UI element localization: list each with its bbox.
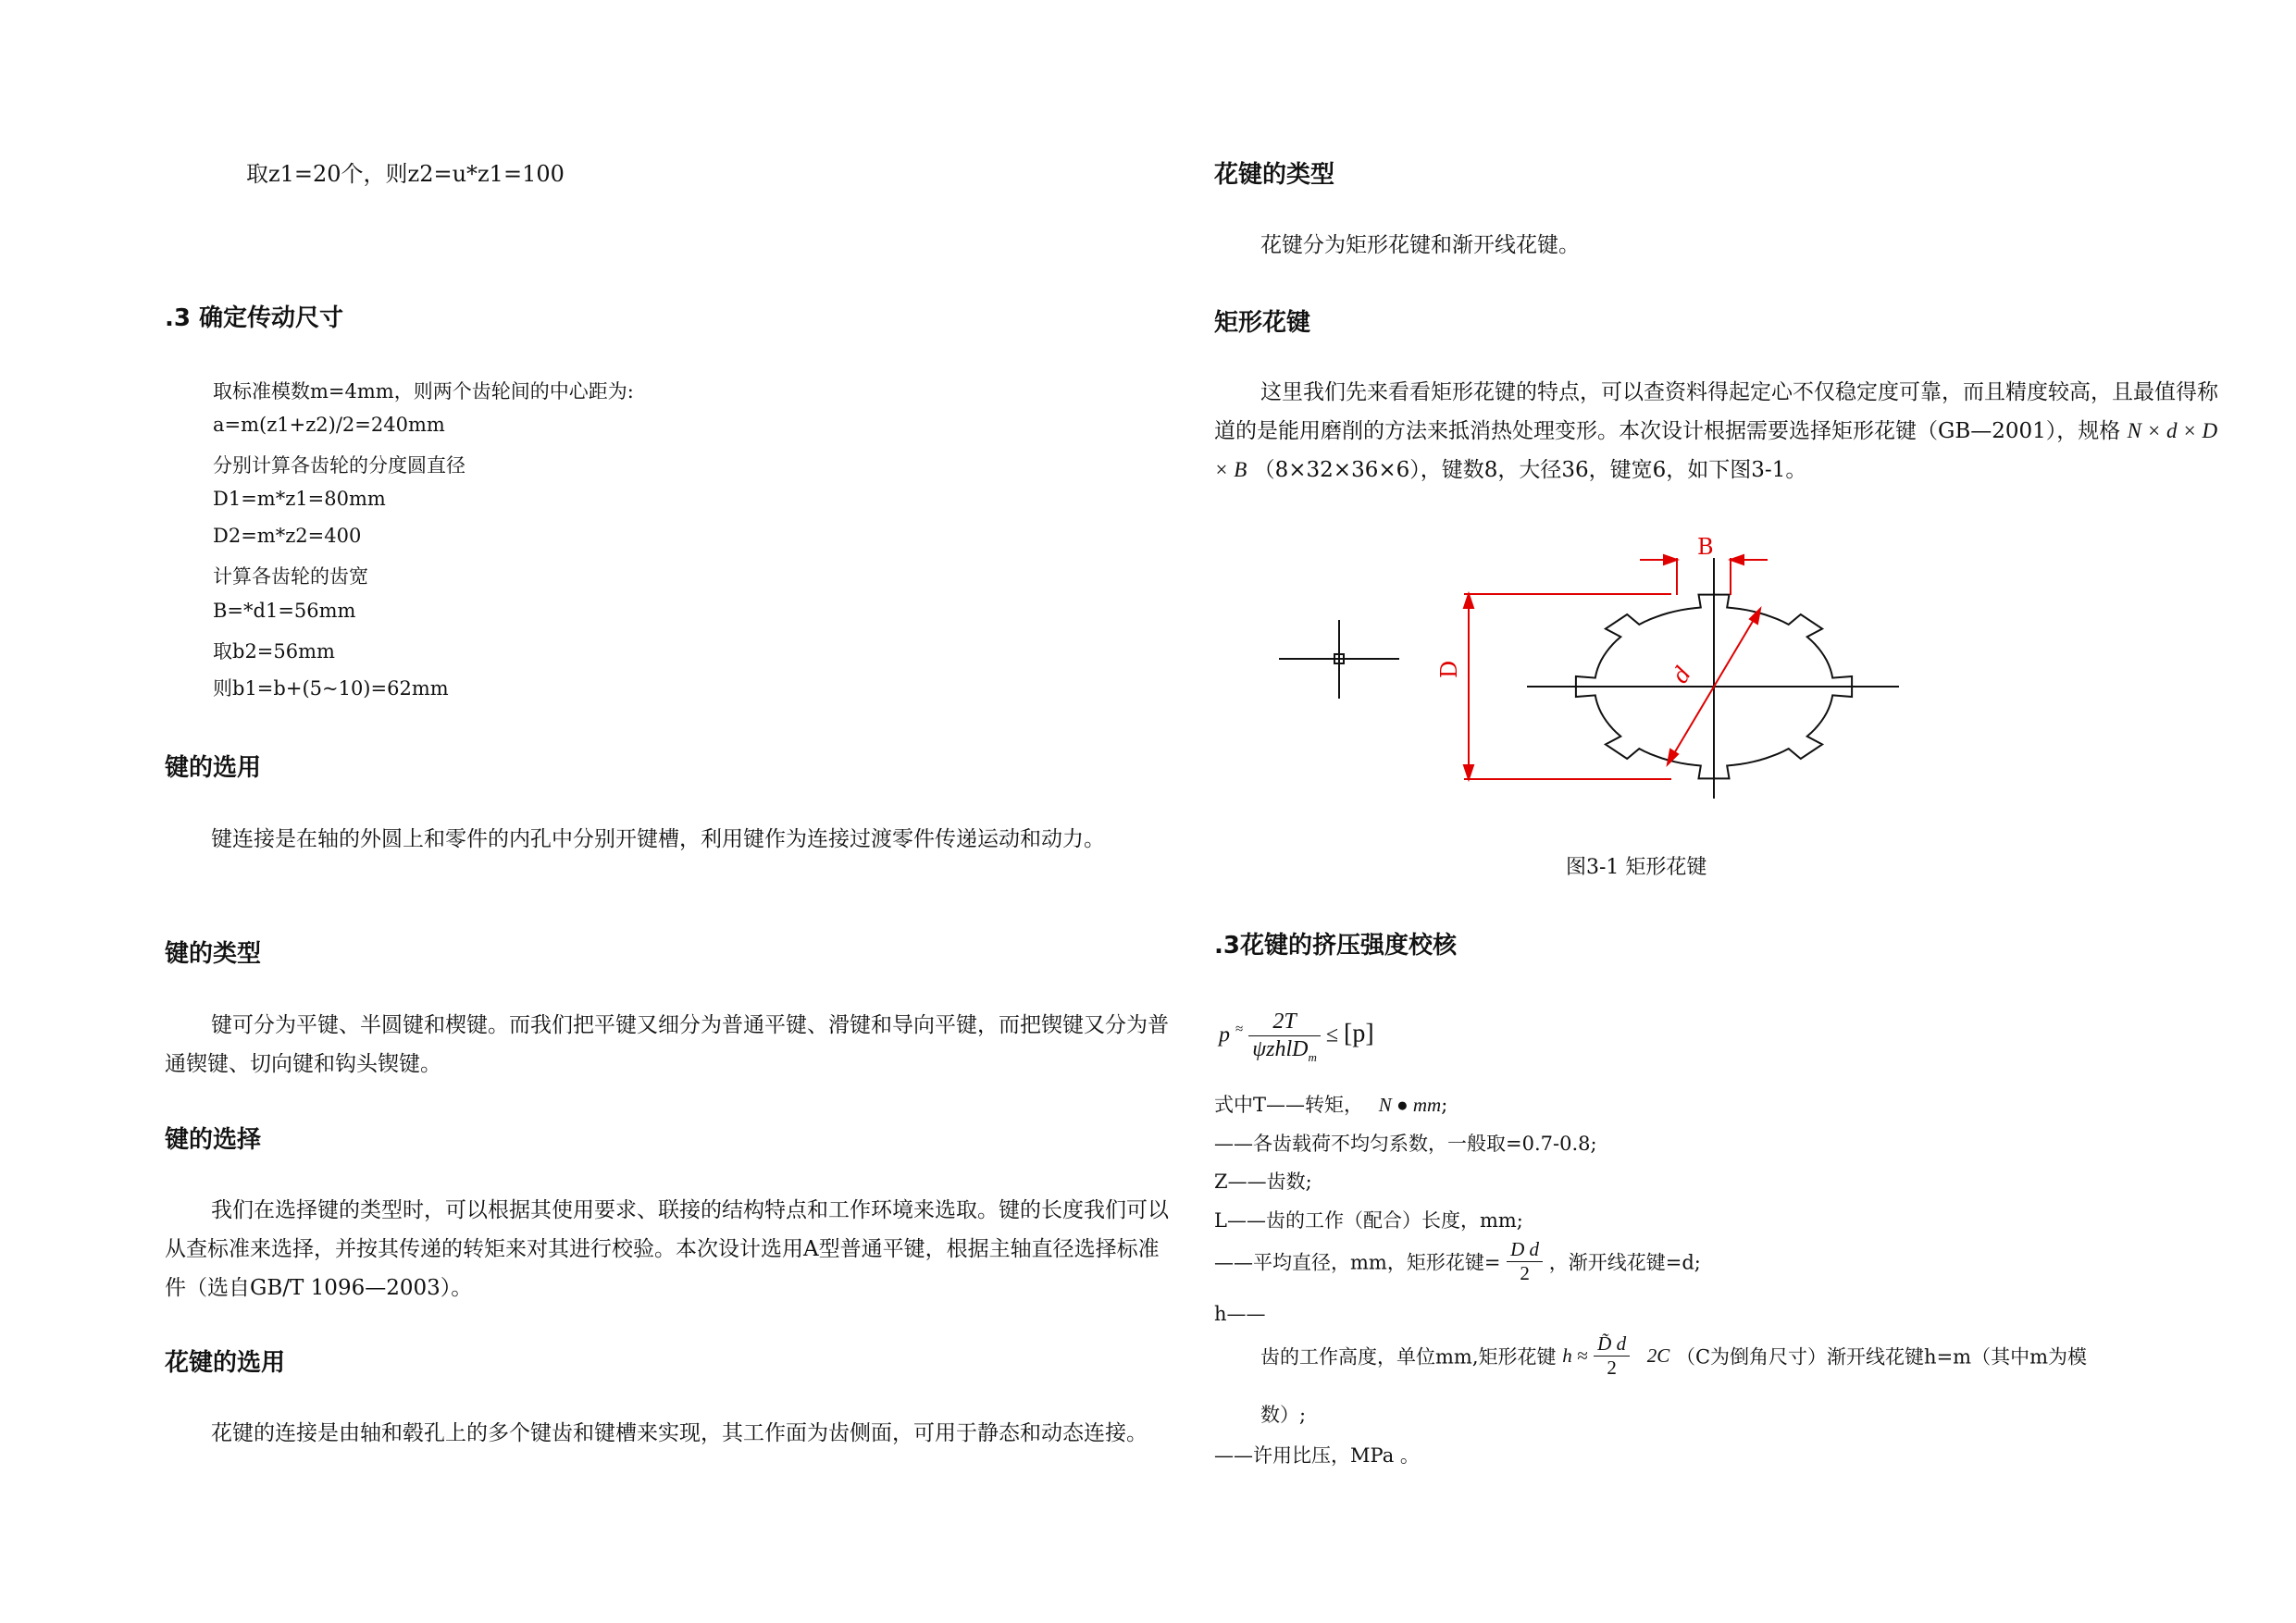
calc-line: B=*d1=56mm bbox=[213, 600, 356, 622]
label-B: B bbox=[1697, 534, 1714, 560]
heading-key-types: 键的类型 bbox=[165, 940, 262, 968]
calc-line: 计算各齿轮的齿宽 bbox=[213, 565, 368, 588]
rect-spline-spec-formula: N × d × D × B bbox=[1214, 419, 2218, 481]
paragraph-key-choose: 我们在选择键的类型时，可以根据其使用要求、联接的结构特点和工作环境来选取。键的长度我们可以从查标准来选择，并按其传递的转矩来对其进行校验。本次设计选用A型普通平键，根据主轴直径选择标准件（选自GB/T 1096—2003）。 bbox=[165, 1198, 1169, 1300]
heading-strength-check: .3花键的挤压强度校核 bbox=[1214, 932, 1457, 960]
def-height-line: 齿的工作高度，单位mm,矩形花键 h ≈ $\frac{D̃ d}{2}$ 2C （C为倒角尺寸）渐开线花键h=m（其中m为模 bbox=[1260, 1332, 2087, 1380]
calc-line: D1=m*z1=80mm bbox=[213, 488, 386, 510]
label-d: d bbox=[1667, 662, 1697, 688]
heading-spline-use: 花键的选用 bbox=[165, 1349, 286, 1377]
calc-line: D2=m*z2=400 bbox=[213, 525, 362, 547]
def-torque: 式中T——转矩， N ● mm; bbox=[1214, 1094, 1448, 1116]
heading-rect-spline: 矩形花键 bbox=[1214, 309, 1311, 337]
figure-caption: 图3-1 矩形花键 bbox=[1566, 856, 1707, 879]
def-allowable-pressure: ——许用比压，MPa 。 bbox=[1214, 1444, 1420, 1467]
def-work-length: L——齿的工作（配合）长度，mm; bbox=[1214, 1209, 1523, 1232]
strength-fraction: $\frac{2T}{\psi zhlD_m}$ bbox=[1248, 1009, 1321, 1064]
heading-transmission-size: .3 确定传动尺寸 bbox=[165, 304, 344, 332]
dim-B-arrowhead-right bbox=[1731, 555, 1744, 564]
rect-spline-text-b: （8×32×36×6），键数8，大径36，键宽6，如下图3-1。 bbox=[1253, 458, 1807, 482]
paragraph-spline-use: 花键的连接是由轴和毂孔上的多个键齿和键槽来实现，其工作面为齿侧面，可用于静态和动态连接。 bbox=[211, 1421, 1148, 1445]
heading-spline-types: 花键的类型 bbox=[1214, 161, 1335, 189]
paragraph-key-connection: 键连接是在轴的外圆上和零件的内孔中分别开键槽，利用键作为连接过渡零件传递运动和动力。 bbox=[211, 827, 1105, 851]
dim-D-arrowhead-top bbox=[1464, 594, 1473, 608]
def-mean-diameter: ——平均直径，mm，矩形花键= $\frac{\text{D d}}{2}$ ，渐开线花键=d; bbox=[1214, 1238, 1701, 1285]
strength-formula: p ≈ $\frac{2T}{\psi zhlD_m}$ ≤ [p] bbox=[1219, 1010, 1374, 1064]
def-height-line-cont: 数）; bbox=[1260, 1404, 1307, 1426]
heading-key-choose: 键的选择 bbox=[165, 1126, 262, 1154]
heading-key-selection-use: 键的选用 bbox=[165, 754, 262, 782]
def-teeth-count: Z——齿数; bbox=[1214, 1171, 1312, 1193]
paragraph-spline-types: 花键分为矩形花键和渐开线花键。 bbox=[1260, 233, 1580, 257]
def-load-coefficient: ——各齿载荷不均匀系数，一般取=0.7-0.8; bbox=[1214, 1133, 1597, 1155]
label-D: D bbox=[1436, 660, 1462, 678]
calc-line: 则b1=b+(5~10)=62mm bbox=[213, 677, 449, 700]
dim-D-arrowhead-bottom bbox=[1464, 765, 1473, 779]
calc-line: a=m(z1+z2)/2=240mm bbox=[213, 414, 445, 436]
calc-line: 取b2=56mm bbox=[213, 640, 335, 663]
paragraph-rect-spline bbox=[1214, 373, 2223, 489]
spline-figure bbox=[1279, 523, 1945, 828]
paragraph-key-types: 键可分为平键、半圆键和楔键。而我们把平键又细分为普通平键、滑键和导向平键，而把锲键又分为普通锲键、切向键和钩头锲键。 bbox=[165, 1013, 1169, 1076]
z-selection-line: 取z1=20个，则z2=u*z1=100 bbox=[246, 161, 565, 187]
calc-line: 取标准模数m=4mm，则两个齿轮间的中心距为: bbox=[213, 380, 634, 403]
def-height-label: h—— bbox=[1214, 1303, 1266, 1325]
rect-spline-text-a: 这里我们先来看看矩形花键的特点，可以查资料得起定心不仅稳定度可靠，而且精度较高，且最值得称道的是能用磨削的方法来抵消热处理变形。本次设计根据需要选择矩形花键（GB—2001），规格 bbox=[1214, 380, 2218, 443]
dim-B-arrowhead-left bbox=[1664, 555, 1677, 564]
calc-line: 分别计算各齿轮的分度圆直径 bbox=[213, 454, 465, 477]
